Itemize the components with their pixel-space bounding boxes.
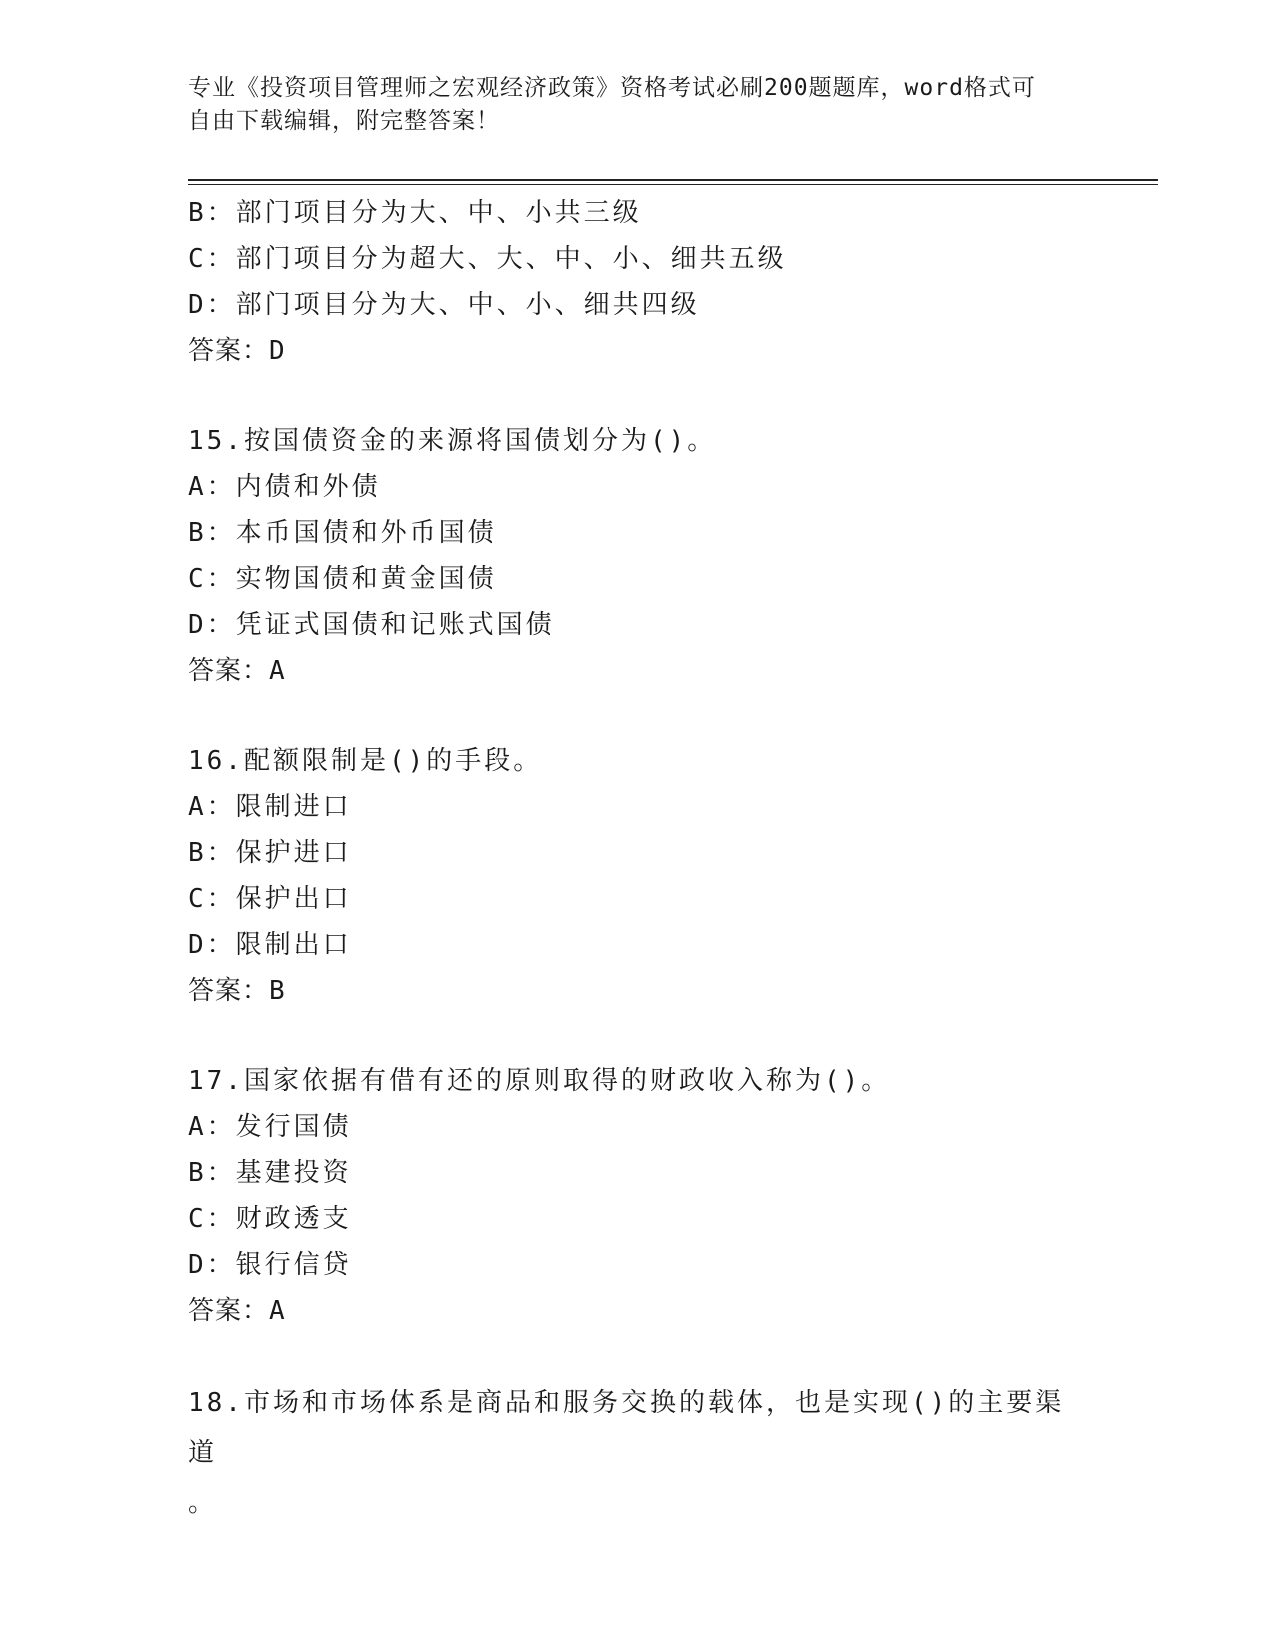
option-c: C：财政透支 [188,1204,352,1234]
option-a: A：内债和外债 [188,472,381,502]
question-stem: 17.国家依据有借有还的原则取得的财政收入称为()。 [188,1066,891,1096]
spacer [188,1334,1148,1378]
header-divider [188,179,1158,185]
option-c: C：实物国债和黄金国债 [188,564,497,594]
question-stem: 15.按国债资金的来源将国债划分为()。 [188,426,717,456]
answer-label: 答案：A [188,656,286,686]
question-stem-line-2: 。 [188,1488,218,1518]
question-stem [188,1378,1088,1528]
option-b: B：保护进口 [188,838,352,868]
option-d: D：限制出口 [188,930,352,960]
question-16 [188,738,1148,1014]
question-15 [188,418,1148,694]
question-17 [188,1058,1148,1334]
header-title-line-2: 自由下载编辑，附完整答案！ [188,108,500,134]
option-d: D：银行信贷 [188,1250,352,1280]
question-14 [188,190,1148,374]
option-d: D：凭证式国债和记账式国债 [188,610,555,640]
option-c: C：部门项目分为超大、大、中、小、细共五级 [188,244,787,274]
document-header [188,72,1088,138]
question-stem-line-1: 18.市场和市场体系是商品和服务交换的载体，也是实现()的主要渠道 [188,1388,1065,1468]
question-list [188,190,1148,1528]
option-a: A：限制进口 [188,792,352,822]
option-b: B：本币国债和外币国债 [188,518,497,548]
question-18 [188,1378,1148,1528]
option-b: B：部门项目分为大、中、小共三级 [188,198,642,228]
option-b: B：基建投资 [188,1158,352,1188]
answer-label: 答案：B [188,976,286,1006]
option-a: A：发行国债 [188,1112,352,1142]
question-stem: 16.配额限制是()的手段。 [188,746,543,776]
option-c: C：保护出口 [188,884,352,914]
spacer [188,694,1148,738]
header-title-line-1: 专业《投资项目管理师之宏观经济政策》资格考试必刷200题题库，word格式可 [188,75,1036,101]
spacer [188,374,1148,418]
option-d: D：部门项目分为大、中、小、细共四级 [188,290,700,320]
answer-label: 答案：D [188,336,286,366]
spacer [188,1014,1148,1058]
answer-label: 答案：A [188,1296,286,1326]
